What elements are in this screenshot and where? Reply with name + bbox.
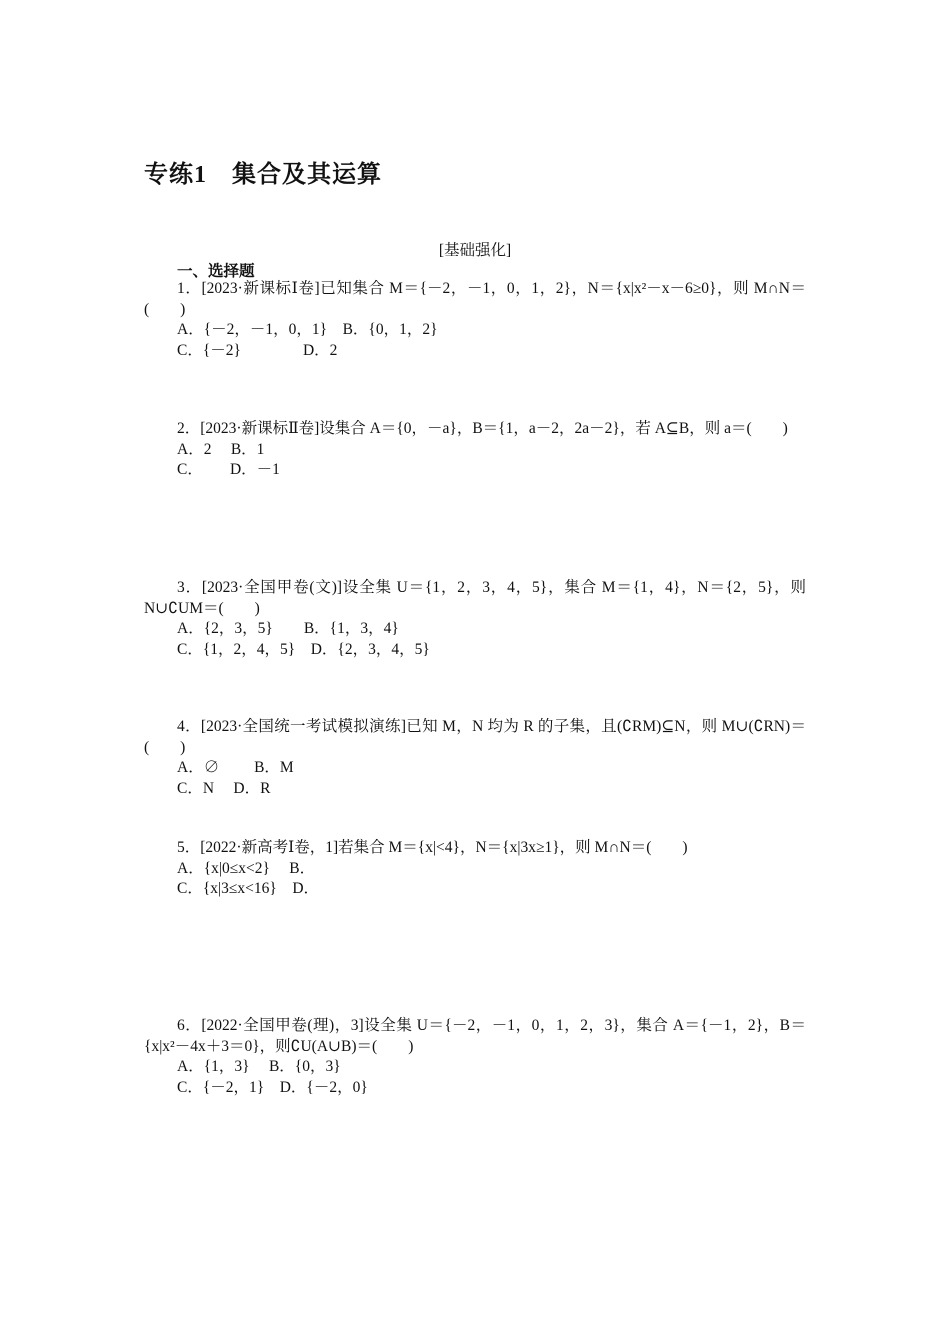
question-stem: 6．[2022·全国甲卷(理)，3]设全集 U＝{－2，－1，0，1，2，3}，集合 A＝{－1，2}，B＝{x|x²－4x＋3＝0}，则∁U(A∪B)＝( ) (144, 1017, 806, 1055)
option-row: C．{1，2，4，5} D．{2，3，4，5} (177, 640, 430, 658)
question-1 (144, 279, 806, 361)
section-subtitle: [基础强化] (438, 242, 512, 259)
option-row: A．∅ B．M (177, 759, 294, 777)
option-row: C． D．－1 (177, 461, 280, 479)
option-row: A．{x|0≤x<2} B． (177, 859, 316, 877)
question-4 (144, 717, 806, 799)
question-6 (144, 1016, 806, 1098)
question-stem: 3．[2023·全国甲卷(文)]设全集 U＝{1，2，3，4，5}，集合 M＝{1，4}，N＝{2，5}，则 N∪∁UM＝( ) (144, 579, 806, 617)
option-row: C．N D．R (177, 779, 271, 797)
option-row: A．2 B．1 (177, 440, 265, 458)
option-row: C．{x|3≤x<16} D． (177, 880, 320, 898)
page-title: 专练1 集合及其运算 (144, 162, 382, 188)
question-stem: 4．[2023·全国统一考试模拟演练]已知 M，N 均为 R 的子集，且(∁RM)⊆N，则 M∪(∁RN)＝( ) (144, 718, 806, 756)
question-stem: 5．[2022·新高考Ⅰ卷，1]若集合 M＝{x|<4}，N＝{x|3x≥1}，则 M∩N＝( ) (177, 839, 688, 856)
question-stem: 2．[2023·新课标Ⅱ卷]设集合 A＝{0，－a}，B＝{1，a－2，2a－2}，若 A⊆B，则 a＝( ) (177, 420, 788, 437)
section-heading: 一、选择题 (177, 263, 255, 280)
option-row: C．{－2，1} D．{－2，0} (177, 1078, 368, 1096)
question-2 (144, 419, 806, 481)
question-3 (144, 578, 806, 660)
option-row: A．{2，3，5} B．{1，3，4} (177, 620, 399, 638)
option-row: C．{－2} D．2 (177, 341, 338, 359)
option-row: A．{1，3} B．{0，3} (177, 1058, 341, 1076)
option-row: A．{－2，－1，0，1} B．{0，1，2} (177, 321, 438, 339)
question-5 (144, 838, 806, 900)
question-stem: 1．[2023·新课标Ⅰ卷]已知集合 M＝{－2，－1，0，1，2}，N＝{x|x²－x－6≥0}，则 M∩N＝( ) (144, 280, 806, 318)
